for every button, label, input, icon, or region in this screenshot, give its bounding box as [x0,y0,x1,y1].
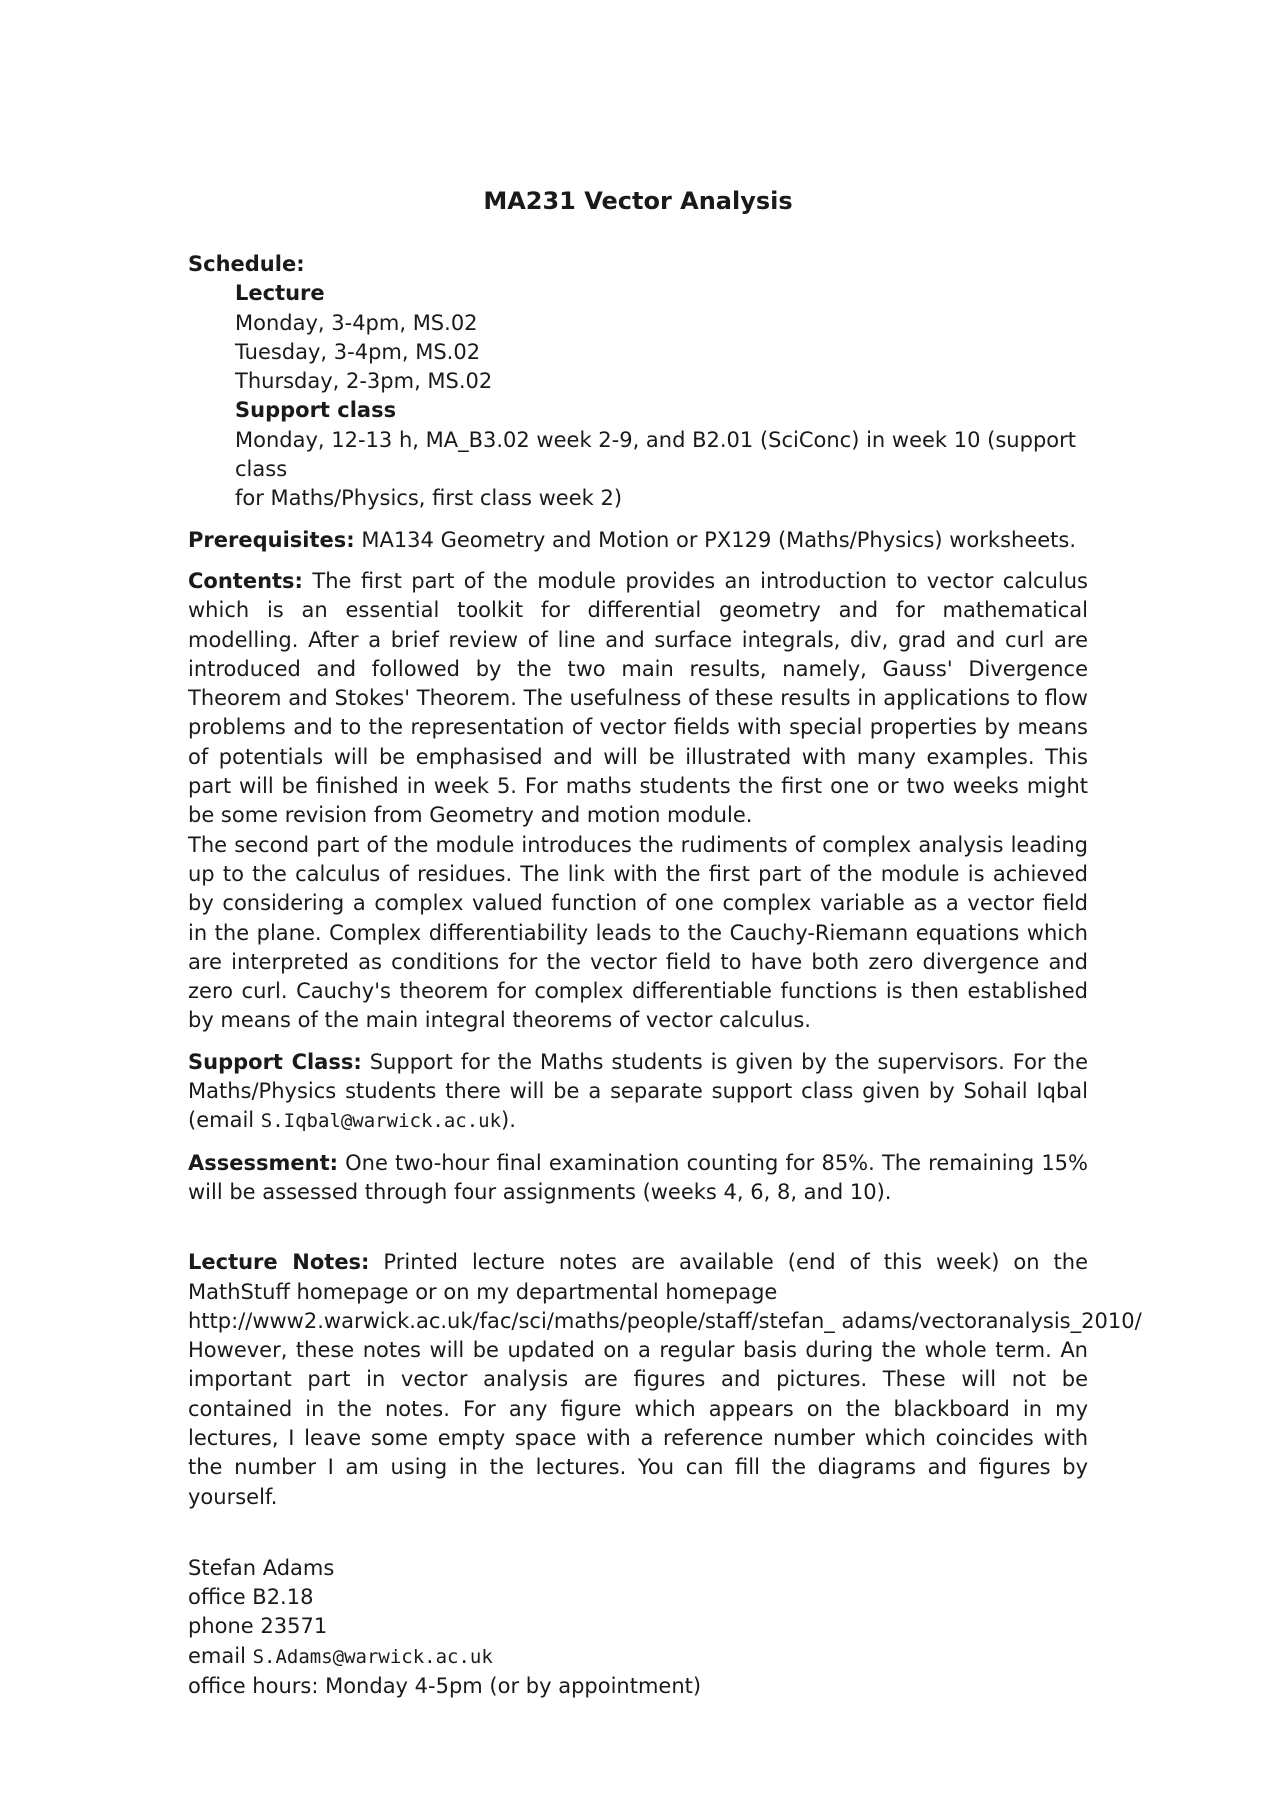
lecture-time-3: Thursday, 2-3pm, MS.02 [235,369,493,394]
prerequisites-label: Prerequisites: [188,527,355,552]
document-title: MA231 Vector Analysis [483,187,793,215]
schedule-body [235,279,1088,513]
lecture-notes-paragraph [188,1248,1088,1307]
lecture-heading: Lecture [235,281,325,306]
author-email-label: email [188,1643,253,1668]
lecture-time-2: Tuesday, 3-4pm, MS.02 [235,339,481,364]
support-class-email[interactable]: S.Iqbal@warwick.ac.uk [260,1110,502,1133]
support-class-section [188,1048,1088,1137]
lecture-notes-text: Printed lecture notes are available (end of this week) on the MathStuff homepage or on my departmental homepage [188,1250,1088,1304]
contents-label: Contents: [188,568,303,593]
support-class-text: Support for the Maths students is given by the supervisors. For the Maths/Physics students there will be a separate support class given by Sohail Iqbal (email [188,1049,1088,1133]
contents-section [188,567,1088,1036]
assessment-section [188,1149,1088,1208]
lecture-notes-section [188,1248,1142,1512]
lecture-notes-text-2: However, these notes will be updated on a regular basis during the whole term. An important part in vector analysis are figures and pictures. These will not be contained in the notes. For any figure which appears on the blackboard in my lectures, I leave some empty space with a reference number which coincides with the number I am using in the lectures. You can fill the diagrams and figures by yourself. [188,1338,1088,1509]
assessment-label: Assessment: [188,1150,339,1175]
office-hours: office hours: Monday 4-5pm (or by appointment) [188,1674,702,1699]
schedule-heading: Schedule: [188,252,305,276]
author-email-line [188,1642,1088,1672]
schedule-section [188,250,1088,514]
author-office: office B2.18 [188,1585,314,1610]
contents-paragraph-1 [188,567,1088,831]
support-class-heading: Support class [235,398,397,423]
lecture-time-1: Monday, 3-4pm, MS.02 [235,310,478,335]
support-class-line-2: for Maths/Physics, first class week 2) [235,486,623,511]
author-phone: phone 23571 [188,1614,328,1639]
assessment-text: One two-hour final examination counting for 85%. The remaining 15% will be assessed through four assignments (weeks 4, 6, 8, and 10). [188,1150,1088,1204]
author-name: Stefan Adams [188,1555,335,1580]
support-class-label: Support Class: [188,1049,362,1074]
author-email[interactable]: S.Adams@warwick.ac.uk [252,1645,493,1668]
document-page [188,185,1142,1701]
lecture-notes-label: Lecture Notes: [188,1250,370,1275]
contents-text-1: The first part of the module provides an introduction to vector calculus which is an essential toolkit for differential geometry and for mathematical modelling. After a brief review of line and surface integrals, div, grad and curl are introduced and followed by the two main results, namely, Gauss' Divergence Theorem and Stokes' Theorem. The usefulness of these results in applications to flow problems and to the representation of vector fields with special properties by means of potentials will be emphasised and will be illustrated with many examples. This part will be finished in week 5. For maths students the first one or two weeks might be some revision from Geometry and motion module. [188,568,1088,828]
prerequisites-section [188,526,1088,555]
contents-paragraph-2: The second part of the module introduces the rudiments of complex analysis leading up to the calculus of residues. The link with the first part of the module is achieved by considering a complex valued function of one complex variable as a vector field in the plane. Complex differentiability leads to the Cauchy-Riemann equations which are interpreted as conditions for the vector field to have both zero divergence and zero curl. Cauchy's theorem for complex differentiable functions is then established by means of the main integral theorems of vector calculus. [188,832,1088,1033]
support-class-after: ). [501,1108,516,1133]
prerequisites-text: MA134 Geometry and Motion or PX129 (Maths/Physics) worksheets. [354,527,1077,552]
signature-block [188,1554,1088,1701]
homepage-url[interactable]: http://www2.warwick.ac.uk/fac/sci/maths/people/staff/stefan_ adams/vectoranalysis_2010/ [188,1308,1142,1333]
support-class-line-1: Monday, 12-13 h, MA_B3.02 week 2-9, and B2.01 (SciConc) in week 10 (support class [235,427,1076,482]
